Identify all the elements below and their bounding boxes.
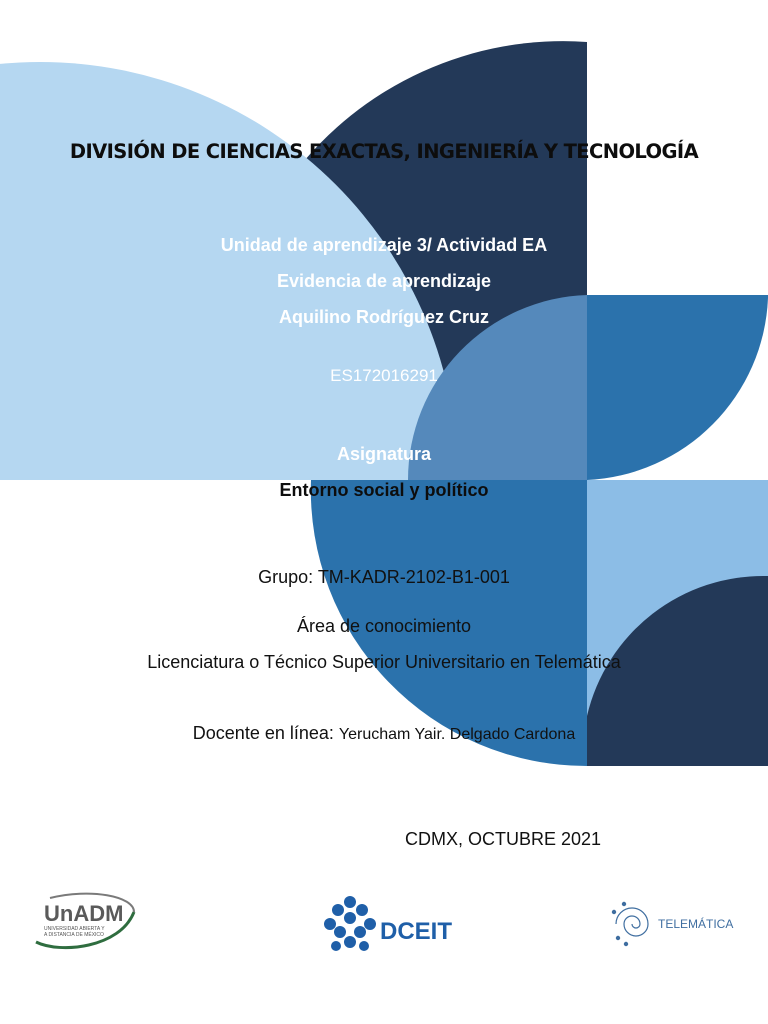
subject-name: Entorno social y político [279,480,489,500]
dceit-logo [322,894,452,958]
telematica-spiral-icon [612,902,648,945]
dceit-text: DCEIT [380,918,452,945]
teacher-name: Yerucham Yair. Delgado Cardona [338,726,576,743]
group-text: Grupo: TM-KADR-2102-B1-001 [258,567,510,587]
date-text: CDMX, OCTUBRE 2021 [405,829,602,849]
student-id: ES172016291 [330,366,438,385]
subject-label: Asignatura [336,444,432,464]
telematica-text: TELEMÁTICA [658,917,734,931]
unadm-sub1: UNIVERSIDAD ABIERTA Y [44,926,105,932]
area-text: Licenciatura o Técnico Superior Universitario en Telemática [147,652,621,672]
unadm-sub2: A DISTANCIA DE MÉXICO [44,932,104,938]
teacher-label: Docente en línea: [192,723,334,743]
dceit-hexagon-icon [324,896,376,951]
student-name: Aquilino Rodríguez Cruz [279,307,489,327]
unadm-text: UnADM [44,901,124,926]
telematica-logo [606,894,746,954]
teacher-line [0,723,768,744]
division-title: DIVISIÓN DE CIENCIAS EXACTAS, INGENIERÍA Y TECNOLOGÍA [69,140,699,163]
unadm-logo [30,890,142,952]
unidad-text: Unidad de aprendizaje 3/ Actividad EA [220,235,548,255]
evidencia-text: Evidencia de aprendizaje [276,271,492,291]
area-label: Área de conocimiento [296,616,472,636]
